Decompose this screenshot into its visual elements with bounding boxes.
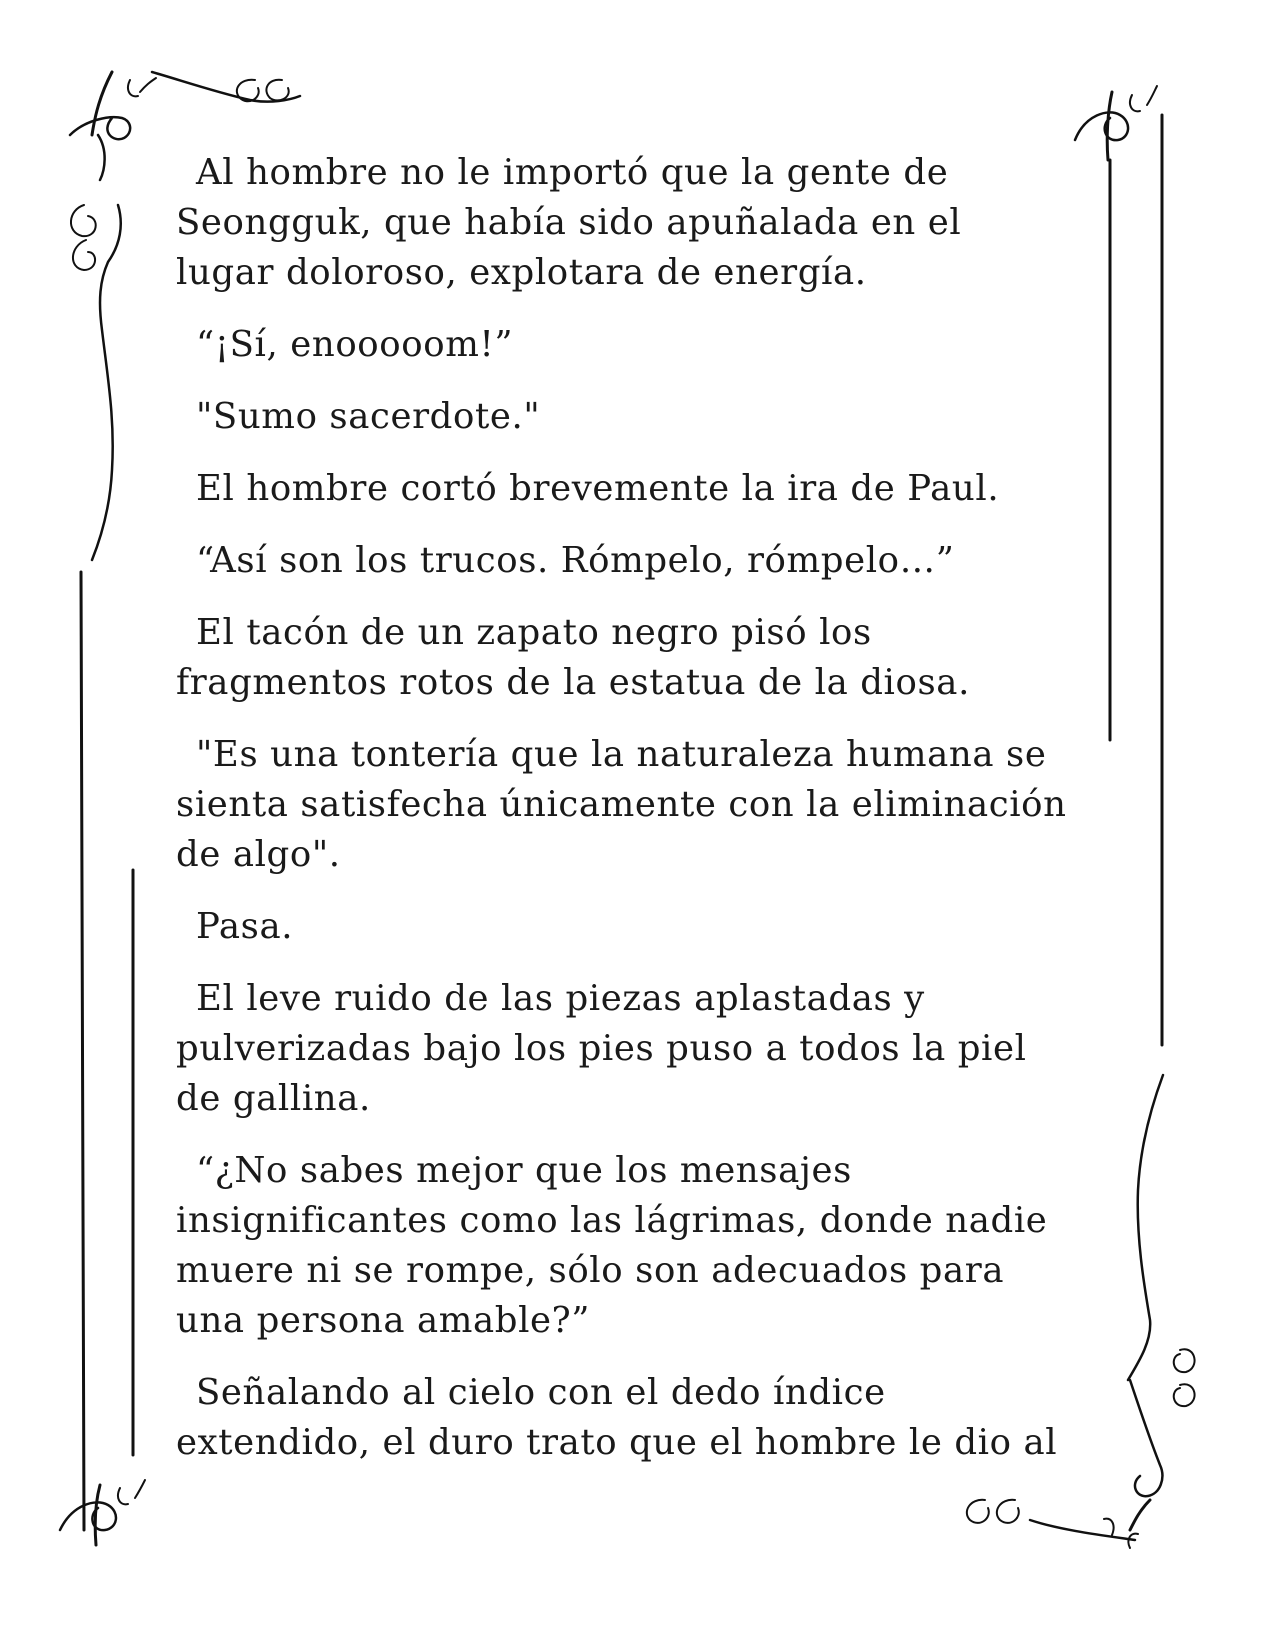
flourish-bottom-left [60, 1480, 145, 1545]
text-line: Seongguk, que había sido apuñalada en el [176, 202, 962, 243]
paragraph [176, 608, 1096, 708]
text-line: pulverizadas bajo los pies puso a todos la piel [176, 1028, 1027, 1069]
paragraph [176, 392, 1096, 442]
paragraph [176, 1368, 1096, 1468]
text-line: Pasa. [196, 906, 294, 947]
text-line: “Así son los trucos. Rómpelo, rómpelo…” [196, 540, 955, 581]
text-line: Señalando al cielo con el dedo índice [196, 1372, 886, 1413]
text-line: El hombre cortó brevemente la ira de Paul. [196, 468, 1000, 509]
text-line: “¿No sabes mejor que los mensajes [196, 1150, 852, 1191]
text-line: El tacón de un zapato negro pisó los [196, 612, 872, 653]
text-line: sienta satisfecha únicamente con la eliminación [176, 784, 1067, 825]
text-line: Al hombre no le importó que la gente de [196, 152, 949, 193]
paragraph [176, 464, 1096, 514]
paragraph [176, 902, 1096, 952]
text-line: "Es una tontería que la naturaleza humana se [196, 734, 1047, 775]
text-line: El leve ruido de las piezas aplastadas y [196, 978, 925, 1019]
text-line: una persona amable?” [176, 1300, 591, 1341]
text-line: lugar doloroso, explotara de energía. [176, 252, 867, 293]
paragraph [176, 320, 1096, 370]
text-line: muere ni se rompe, sólo son adecuados para [176, 1250, 1005, 1291]
rule-left-outer [81, 572, 84, 1530]
paragraph [176, 974, 1096, 1124]
paragraph [176, 730, 1096, 880]
text-line: insignificantes como las lágrimas, donde nadie [176, 1200, 1048, 1241]
body-text [176, 148, 1096, 1468]
paragraph [176, 1146, 1096, 1346]
text-line: extendido, el duro trato que el hombre le dio al [176, 1422, 1058, 1463]
text-line: “¡Sí, enooooom!” [196, 324, 514, 365]
paragraph [176, 536, 1096, 586]
text-line: "Sumo sacerdote." [196, 396, 541, 437]
text-line: de gallina. [176, 1078, 371, 1119]
paragraph [176, 148, 1096, 298]
text-line: de algo". [176, 834, 341, 875]
text-line: fragmentos rotos de la estatua de la diosa. [176, 662, 970, 703]
